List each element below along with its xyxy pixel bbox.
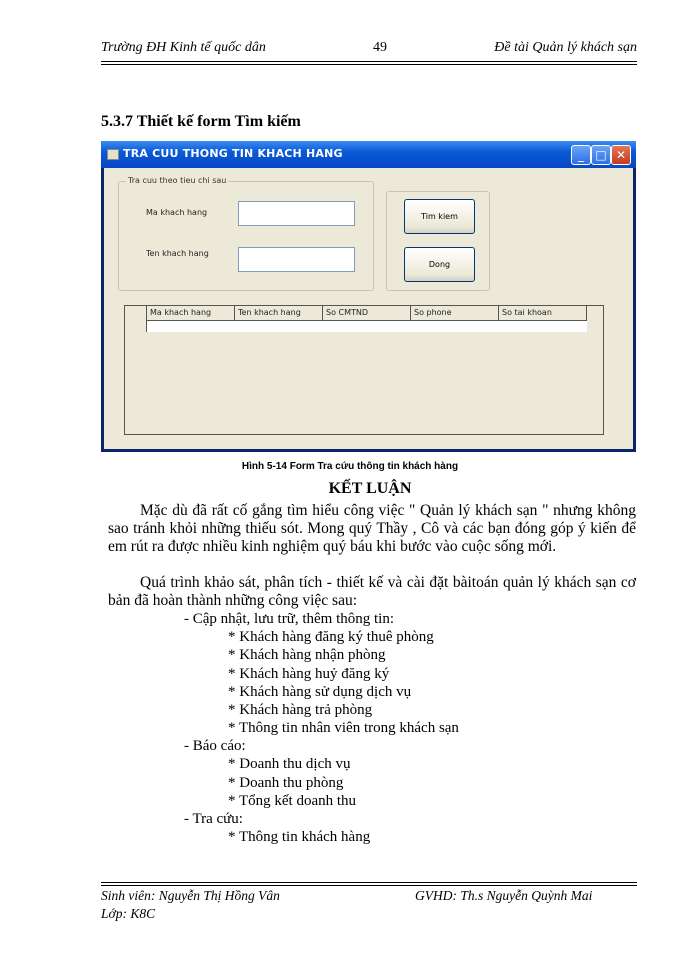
customer-id-input[interactable]: [238, 201, 355, 226]
list-item: * Doanh thu phòng: [228, 775, 344, 791]
footer-rule: [101, 882, 637, 883]
window-app-icon: [107, 149, 119, 160]
maximize-button[interactable]: □: [591, 145, 611, 165]
conclusion-paragraph-2: Quá trình khảo sát, phân tích - thiết kế và cài đặt bàitoán quản lý khách sạn cơ bản đã hoàn thành những công việc sau:: [108, 574, 636, 609]
grid-col-bank-account[interactable]: So tai khoan: [499, 306, 587, 320]
section-title: 5.3.7 Thiết kế form Tìm kiếm: [101, 113, 301, 130]
conclusion-heading: KẾT LUẬN: [328, 480, 412, 497]
customer-name-input[interactable]: [238, 247, 355, 272]
footer-class: Lớp: K8C: [101, 906, 156, 921]
list-item: * Khách hàng sử dụng dịch vụ: [228, 684, 412, 700]
footer-student: Sinh viên: Nguyễn Thị Hồng Vân: [101, 888, 280, 903]
search-form-window: [101, 141, 636, 452]
search-criteria-title: Tra cuu theo tieu chi sau: [128, 176, 227, 185]
header-topic: Đề tài Quản lý khách sạn: [494, 40, 637, 55]
header-rule-2: [101, 64, 637, 65]
grid-col-id-card[interactable]: So CMTND: [323, 306, 411, 320]
list-item: * Khách hàng nhận phòng: [228, 647, 386, 663]
window-titlebar: [101, 141, 636, 168]
list-item: * Thông tin khách hàng: [228, 829, 371, 845]
footer-advisor: GVHD: Th.s Nguyễn Quỳnh Mai: [415, 888, 593, 903]
grid-new-row[interactable]: [147, 320, 587, 332]
grid-col-customer-name[interactable]: Ten khach hang: [235, 306, 323, 320]
header-university: Trường ĐH Kinh tế quốc dân: [101, 40, 266, 55]
list-item: * Khách hàng huỷ đăng ký: [228, 666, 390, 682]
list-item: * Thông tin nhân viên trong khách sạn: [228, 720, 459, 736]
grid-row-selector[interactable]: [125, 306, 147, 332]
list-group-update: - Cập nhật, lưu trữ, thêm thông tin:: [184, 611, 394, 627]
grid-col-customer-id[interactable]: Ma khach hang: [147, 306, 235, 320]
customer-data-grid[interactable]: [124, 305, 604, 435]
list-group-lookup: - Tra cứu:: [184, 811, 243, 827]
label-customer-id: Ma khach hang: [146, 208, 208, 217]
footer-rule-2: [101, 885, 637, 886]
label-customer-name: Ten khach hang: [146, 249, 209, 258]
list-item: * Tổng kết doanh thu: [228, 793, 357, 809]
page-header: [101, 40, 637, 62]
list-group-reports: - Báo cáo:: [184, 738, 246, 754]
list-item: * Khách hàng trả phòng: [228, 702, 373, 718]
search-button[interactable]: Tim kiem: [404, 199, 475, 234]
search-criteria-group: [118, 181, 374, 291]
window-title: TRA CUU THONG TIN KHACH HANG: [123, 147, 343, 160]
minimize-button[interactable]: _: [571, 145, 591, 165]
list-item: * Doanh thu dịch vụ: [228, 756, 351, 772]
list-item: * Khách hàng đăng ký thuê phòng: [228, 629, 434, 645]
grid-col-phone[interactable]: So phone: [411, 306, 499, 320]
close-window-button[interactable]: ✕: [611, 145, 631, 165]
figure-caption: Hình 5-14 Form Tra cứu thông tin khách hàng: [241, 461, 459, 472]
header-rule: [101, 61, 637, 62]
close-button[interactable]: Dong: [404, 247, 475, 282]
conclusion-paragraph-1: Mặc dù đã rất cố gắng tìm hiểu công việc " Quản lý khách sạn " nhưng không sao tránh khỏi những thiếu sót. Mong quý Thầy , Cô và các bạn đóng góp ý kiến để em rút ra được nhiều kinh nghiệm quý báu khi bước vào cuộc sống mới.: [108, 502, 636, 555]
page-number: 49: [373, 40, 387, 55]
